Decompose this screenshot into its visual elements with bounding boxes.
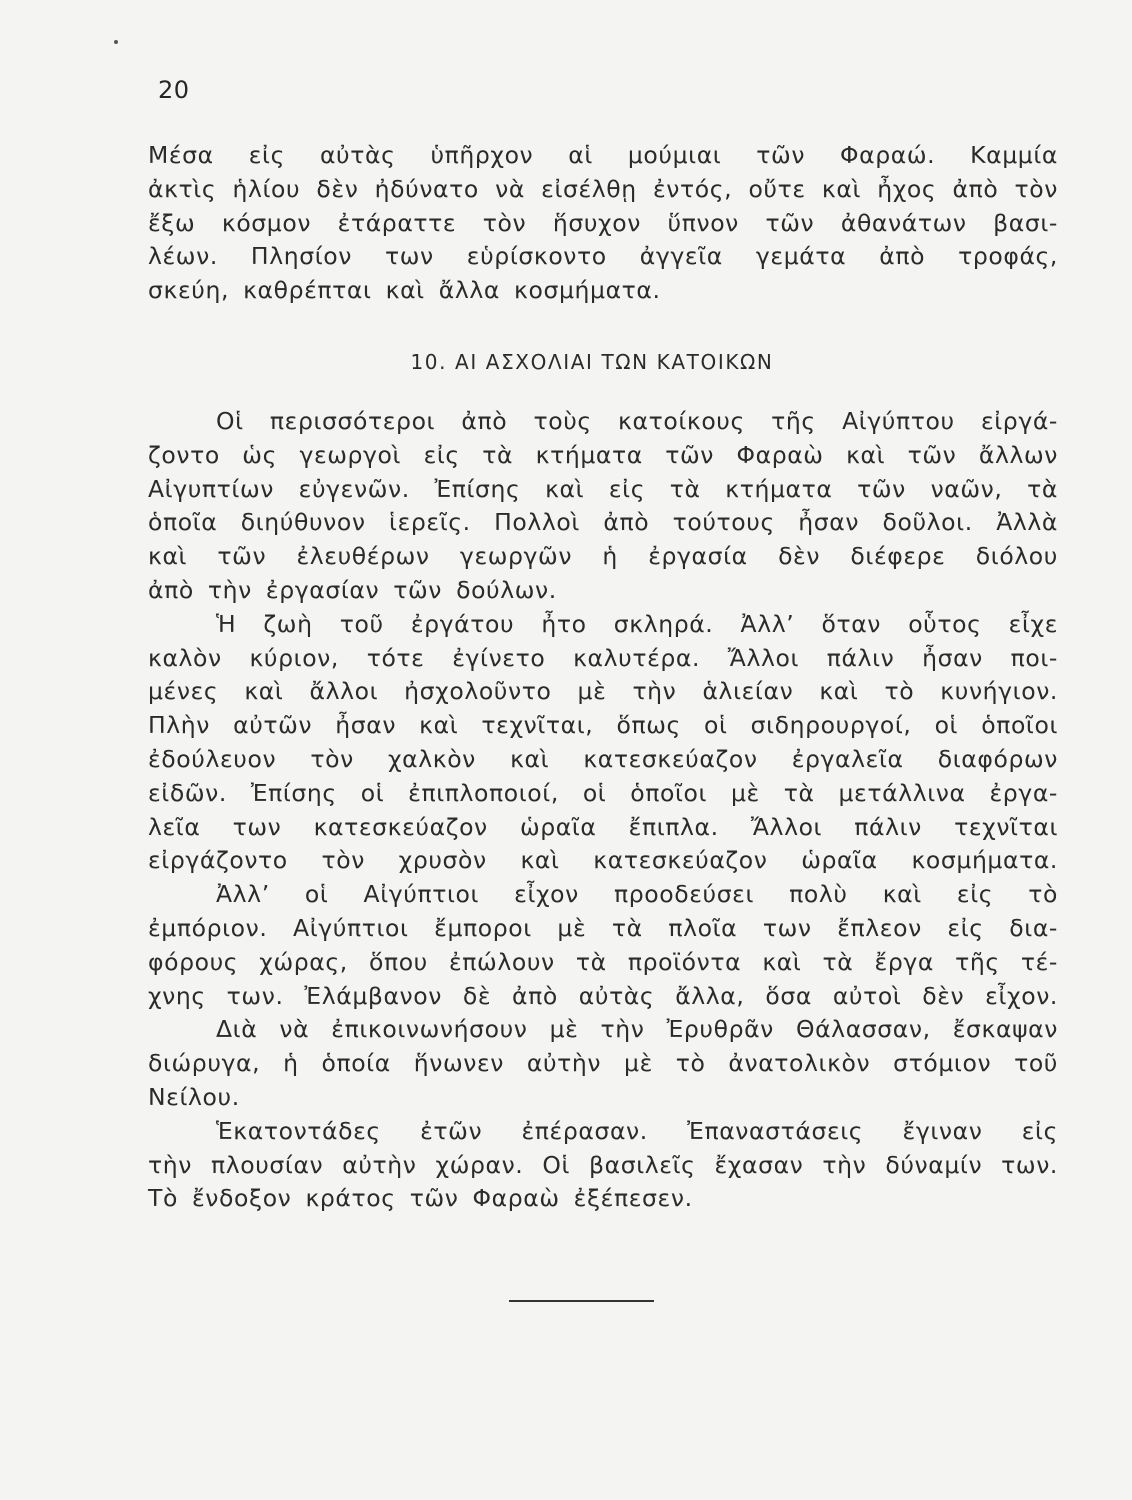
text-line: Πλὴν αὐτῶν ἦσαν καὶ τεχνῖται, ὅπως οἱ σιδηρουργοί, οἱ ὁποῖοι	[148, 711, 1058, 740]
text-line: ζοντο ὡς γεωργοὶ εἰς τὰ κτήματα τῶν Φαραὼ καὶ τῶν ἄλλων	[148, 440, 1058, 469]
intro-paragraph	[148, 139, 1058, 308]
paper-speck	[114, 40, 118, 44]
text-line: καὶ τῶν ἐλευθέρων γεωργῶν ἡ ἐργασία δὲν διέφερε διόλου	[148, 542, 1058, 571]
text-line: εἰργάζοντο τὸν χρυσὸν καὶ κατεσκεύαζον ὡραῖα κοσμήματα.	[148, 846, 1058, 875]
text-line: ἀπὸ τὴν ἐργασίαν τῶν δούλων.	[148, 575, 557, 604]
text-line: καλὸν κύριον, τότε ἐγίνετο καλυτέρα. Ἄλλοι πάλιν ἦσαν ποι-	[148, 643, 1058, 672]
text-line: λέων. Πλησίον των εὑρίσκοντο ἀγγεῖα γεμάτα ἀπὸ τροφάς,	[148, 242, 1058, 271]
text-line: Αἰγυπτίων εὐγενῶν. Ἐπίσης καὶ εἰς τὰ κτήματα τῶν ναῶν, τὰ	[148, 474, 1058, 503]
text-line: διώρυγα, ἡ ὁποία ἥνωνεν αὐτὴν μὲ τὸ ἀνατολικὸν στόμιον τοῦ	[148, 1049, 1058, 1078]
text-line: ἔξω κόσμον ἐτάραττε τὸν ἥσυχον ὕπνον τῶν ἀθανάτων βασι-	[148, 208, 1058, 237]
page-number: 20	[158, 76, 190, 104]
text-line: ἀκτὶς ἡλίου δὲν ἠδύνατο νὰ εἰσέλθῃ ἐντός, οὔτε καὶ ἦχος ἀπὸ τὸν	[148, 174, 1058, 203]
text-line: χνης των. Ἐλάμβανον δὲ ἀπὸ αὐτὰς ἄλλα, ὅσα αὐτοὶ δὲν εἶχον.	[148, 981, 1058, 1010]
text-line: Ἡ ζωὴ τοῦ ἐργάτου ἦτο σκληρά. Ἀλλ’ ὅταν οὗτος εἶχε	[216, 609, 1058, 638]
text-line: λεῖα των κατεσκεύαζον ὡραῖα ἔπιπλα. Ἄλλοι πάλιν τεχνῖται	[148, 812, 1058, 841]
text-line: ἐμπόριον. Αἰγύπτιοι ἔμποροι μὲ τὰ πλοῖα των ἔπλεον εἰς δια-	[148, 913, 1058, 942]
text-line: ὁποῖα διηύθυνον ἱερεῖς. Πολλοὶ ἀπὸ τούτους ἦσαν δοῦλοι. Ἀλλὰ	[148, 508, 1058, 537]
text-line: φόρους χώρας, ὅπου ἐπώλουν τὰ προϊόντα καὶ τὰ ἔργα τῆς τέ-	[148, 947, 1058, 976]
text-line: ἐδούλευον τὸν χαλκὸν καὶ κατεσκεύαζον ἐργαλεῖα διαφόρων	[148, 744, 1058, 773]
text-line: Τὸ ἔνδοξον κράτος τῶν Φαραὼ ἐξέπεσεν.	[148, 1184, 693, 1213]
section-heading: 10. ΑΙ ΑΣΧΟΛΙΑΙ ΤΩΝ ΚΑΤΟΙΚΩΝ	[410, 350, 774, 374]
text-line: Ἑκατοντάδες ἐτῶν ἐπέρασαν. Ἐπαναστάσεις ἔγιναν εἰς	[216, 1116, 1058, 1145]
end-rule	[509, 1300, 654, 1302]
text-line: Διὰ νὰ ἐπικοινωνήσουν μὲ τὴν Ἐρυθρᾶν Θάλασσαν, ἔσκαψαν	[216, 1015, 1058, 1044]
text-line: Μέσα εἰς αὐτὰς ὑπῆρχον αἱ μούμιαι τῶν Φαραώ. Καμμία	[148, 141, 1058, 169]
text-line: εἰδῶν. Ἐπίσης οἱ ἐπιπλοποιοί, οἱ ὁποῖοι μὲ τὰ μετάλλινα ἐργα-	[148, 778, 1058, 807]
text-line: Νείλου.	[148, 1082, 240, 1111]
text-line: Ἀλλ’ οἱ Αἰγύπτιοι εἶχον προοδεύσει πολὺ καὶ εἰς τὸ	[216, 880, 1058, 909]
text-line: Οἱ περισσότεροι ἀπὸ τοὺς κατοίκους τῆς Αἰγύπτου εἰργά-	[216, 407, 1058, 435]
text-line: τὴν πλουσίαν αὐτὴν χώραν. Οἱ βασιλεῖς ἔχασαν τὴν δύναμίν των.	[148, 1150, 1058, 1179]
text-line: μένες καὶ ἄλλοι ἠσχολοῦντο μὲ τὴν ἁλιείαν καὶ τὸ κυνήγιον.	[148, 677, 1058, 706]
text-line: σκεύη, καθρέπται καὶ ἄλλα κοσμήματα.	[148, 276, 661, 305]
section-body	[148, 405, 1058, 1216]
